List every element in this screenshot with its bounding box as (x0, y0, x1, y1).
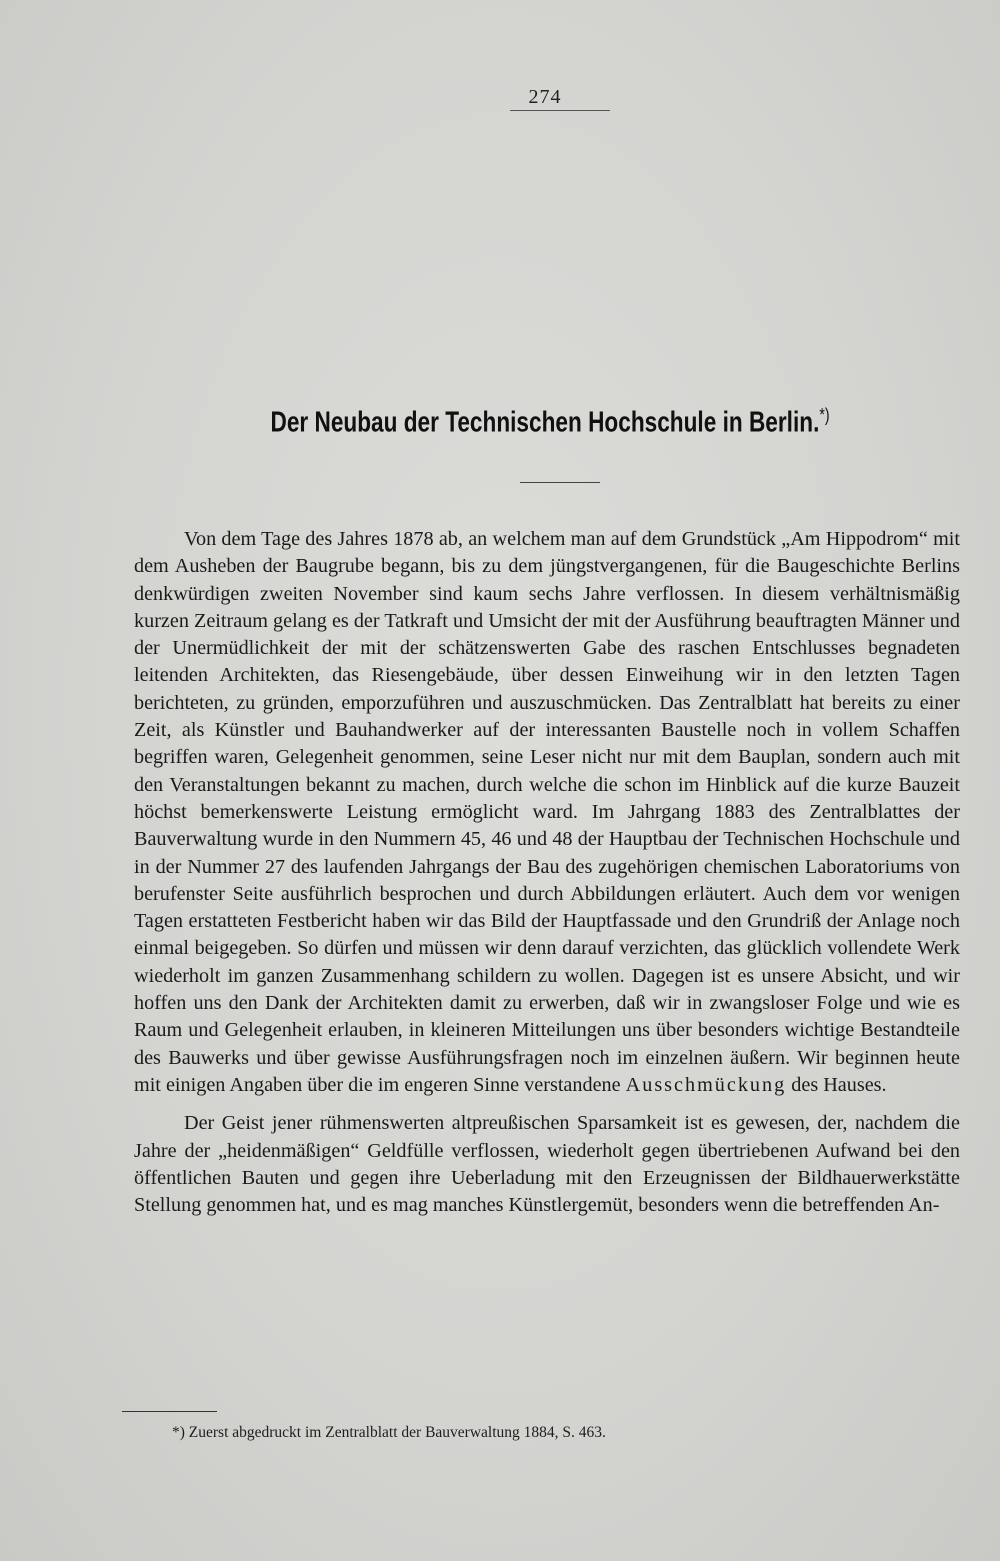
paragraph-1 (134, 526, 960, 1099)
title-rule (520, 482, 600, 483)
paragraph-1-spaced-word: Ausschmückung (625, 1073, 787, 1096)
paragraph-1-main: Von dem Tage des Jahres 1878 ab, an welchem man auf dem Grundstück „Am Hippodrom“ mit dem Ausheben der Baugrube begann, bis zu dem jüngstvergangenen, für die Baugeschichte Berlins denkwürdigen zweiten November sind kaum sechs Jahre verflossen. In diesem verhältnismäßig kurzen Zeitraum gelang es der Tatkraft und Umsicht der mit der Ausführung beauftragten Männer und der Unermüdlichkeit der mit der schätzenswerten Gabe des raschen Entschlusses begnadeten leitenden Architekten, das Riesengebäude, über dessen Einweihung wir in den letzten Tagen berichteten, zu gründen, emporzuführen und auszuschmücken. Das Zentralblatt hat bereits zu einer Zeit, als Künstler und Bauhandwerker auf der interessanten Baustelle noch in vollem Schaffen begriffen waren, Gelegenheit genommen, seine Leser nicht nur mit dem Bauplan, sondern auch mit den Veranstaltungen bekannt zu machen, durch welche die schon im Hinblick auf die kurze Bauzeit höchst bemerkenswerte Leistung ermöglicht ward. Im Jahrgang 1883 des Zentralblattes der Bauverwaltung wurde in den Nummern 45, 46 und 48 der Hauptbau der Technischen Hochschule und in der Nummer 27 des laufenden Jahrgangs der Bau des zugehörigen chemischen Laboratoriums von berufenster Seite ausführlich besprochen und durch Abbildungen erläutert. Auch dem vor wenigen Tagen erstatteten Festbericht haben wir das Bild der Hauptfassade und den Grundriß der Anlage noch einmal beigegeben. So dürfen und müssen wir denn darauf verzichten, das glücklich vollendete Werk wiederholt im ganzen Zusammenhang schildern zu wollen. Dagegen ist es unsere Absicht, und wir hoffen uns den Dank der Architekten damit zu erwerben, daß wir in zwangsloser Folge und wie es Raum und Gelegenheit erlauben, in kleineren Mitteilungen uns über besonders wichtige Bestandteile des Bauwerks und über gewisse Ausführungsfragen noch im einzelnen äußern. Wir beginnen heute mit einigen Angaben über die im engeren Sinne verstandene (134, 528, 960, 1096)
article-title (238, 405, 862, 440)
article-title-text: Der Neubau der Technischen Hochschule in Berlin. (270, 406, 820, 439)
paragraph-1-end: des Hauses. (791, 1073, 887, 1096)
paragraph-2: Der Geist jener rühmenswerten altpreußischen Sparsamkeit ist es gewesen, der, nachdem die Jahre der „heidenmäßigen“ Geldfülle verflossen, wiederholt gegen übertriebenen Aufwand bei den öffentlichen Bauten und gegen ihre Ueberladung mit den Erzeugnissen der Bildhauerwerkstätte Stellung genommen hat, und es mag manches Künstlergemüt, besonders wenn die betreffenden An- (134, 1112, 960, 1217)
title-footnote-mark: *) (819, 405, 830, 425)
footnote: *) Zuerst abgedruckt im Zentralblatt der Bauverwaltung 1884, S. 463. (172, 1424, 606, 1441)
article-body (134, 526, 960, 1219)
footnote-rule (122, 1411, 217, 1412)
page-number: 274 (528, 86, 562, 108)
page-number-rule (510, 110, 610, 111)
